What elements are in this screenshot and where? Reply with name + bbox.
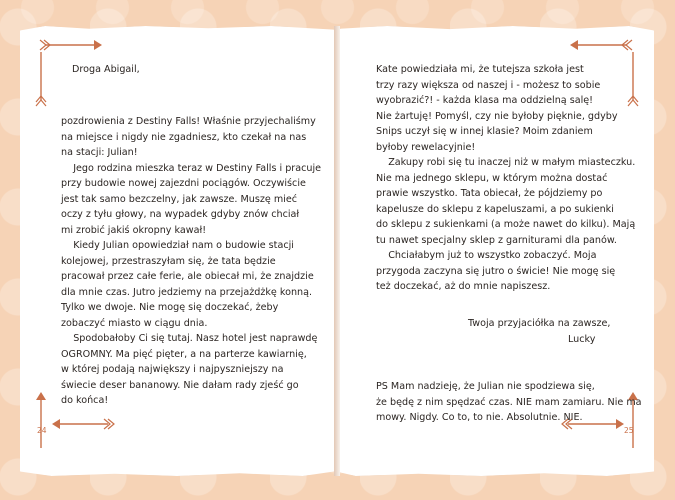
text-line: do sklepu z sukienkami (a może nawet do kilku). Mają [376, 219, 636, 230]
text-line: zobaczyć miasto w ciągu dnia. [61, 317, 208, 329]
postscript-line: że będę z nim spędzać czas. NIE mam zamiaru. Nie ma [376, 396, 642, 408]
text-line: kolejowej, przestraszyłam się, że tata będzie [61, 255, 276, 267]
text-line: pozdrowienia z Destiny Falls! Właśnie przyjechaliśmy [61, 116, 316, 127]
letter-greeting: Droga Abigail, [72, 64, 140, 75]
text-line: świecie deser bananowy. Nie dałam rady zjeść go [61, 379, 299, 391]
book-spine [334, 26, 340, 476]
text-line: byłoby rewelacyjnie! [376, 141, 476, 153]
text-line: oczy z tyłu głowy, na wypadek gdyby znów chciał [61, 209, 300, 220]
text-line: jest tak samo bezczelny, jak zawsze. Muszę mieć [61, 193, 298, 205]
letter-signoff: Twoja przyjaciółka na zawsze, [468, 318, 611, 329]
text-line: Kate powiedziała mi, że tutejsza szkoła jest [376, 64, 584, 75]
arrow-ornament-icon [626, 42, 640, 108]
arrow-ornament-icon [34, 392, 48, 458]
text-line: wyobrazić?! - każda klasa ma oddzielną salę! [376, 95, 594, 106]
text-line: OGROMNY. Ma pięć pięter, a na parterze kawiarnię, [61, 348, 307, 360]
text-line: na miejsce i nigdy nie zgadniesz, kto czekał na nas [61, 131, 307, 143]
text-line: Nie ma jednego sklepu, w którym można dostać [376, 172, 608, 184]
text-line: pracował przez całe ferie, ale obiecał mi, że znajdzie [61, 271, 314, 282]
text-line: Kiedy Julian opowiedział nam o budowie stacji [61, 240, 294, 251]
text-line: na stacji: Julian! [61, 147, 138, 158]
page-number: 25 [624, 426, 634, 435]
text-line: Spodobałoby Ci się tutaj. Nasz hotel jest naprawdę [61, 333, 318, 344]
text-line: do końca! [61, 395, 109, 406]
text-line: kapelusze do sklepu z kapeluszami, a po sukienki [376, 203, 614, 215]
page-number: 24 [37, 426, 47, 435]
text-line: Chciałabym już to wszystko zobaczyć. Moja [376, 250, 597, 261]
text-line: prawie wszystko. Tata obiecał, że pójdziemy po [376, 188, 603, 199]
text-line: dla mnie czas. Jutro jedziemy na przejażdżkę konną. [61, 286, 313, 298]
arrow-ornament-icon [52, 417, 118, 431]
text-line: trzy razy większa od naszej i - możesz to sobie [376, 79, 601, 91]
text-line: przygoda zaczyna się jutro o świcie! Nie mogę się [376, 265, 616, 277]
text-line: mi zrobić jakiś okropny kawał! [61, 224, 207, 236]
postscript-line: PS Mam nadzieję, że Julian nie spodziewa się, [376, 381, 595, 392]
postscript-line: mowy. Nigdy. Co to, to nie. Absolutnie. NIE. [376, 412, 583, 423]
text-line: tu nawet specjalny sklep z garniturami dla panów. [376, 234, 617, 246]
text-line: Jego rodzina mieszka teraz w Destiny Falls i pracuje [61, 162, 322, 174]
text-line: Snips uczył się w innej klasie? Moim zdaniem [376, 126, 593, 137]
text-line: Nie żartuję! Pomyśl, czy nie byłoby pięknie, gdyby [376, 110, 618, 122]
text-line: w której podają największy i najpyszniejszy na [61, 364, 284, 375]
text-line: też doczekać, aż do mnie napiszesz. [376, 281, 551, 292]
arrow-ornament-icon [568, 38, 634, 52]
text-line: Tylko we dwoje. Nie mogę się doczekać, żeby [61, 302, 279, 313]
arrow-ornament-icon [34, 42, 48, 108]
letter-signature: Lucky [568, 333, 596, 345]
text-line: Zakupy robi się tu inaczej niż w małym miasteczku. [376, 157, 636, 168]
text-line: przy budowie nowej zajezdni pociągów. Oczywiście [61, 178, 306, 189]
